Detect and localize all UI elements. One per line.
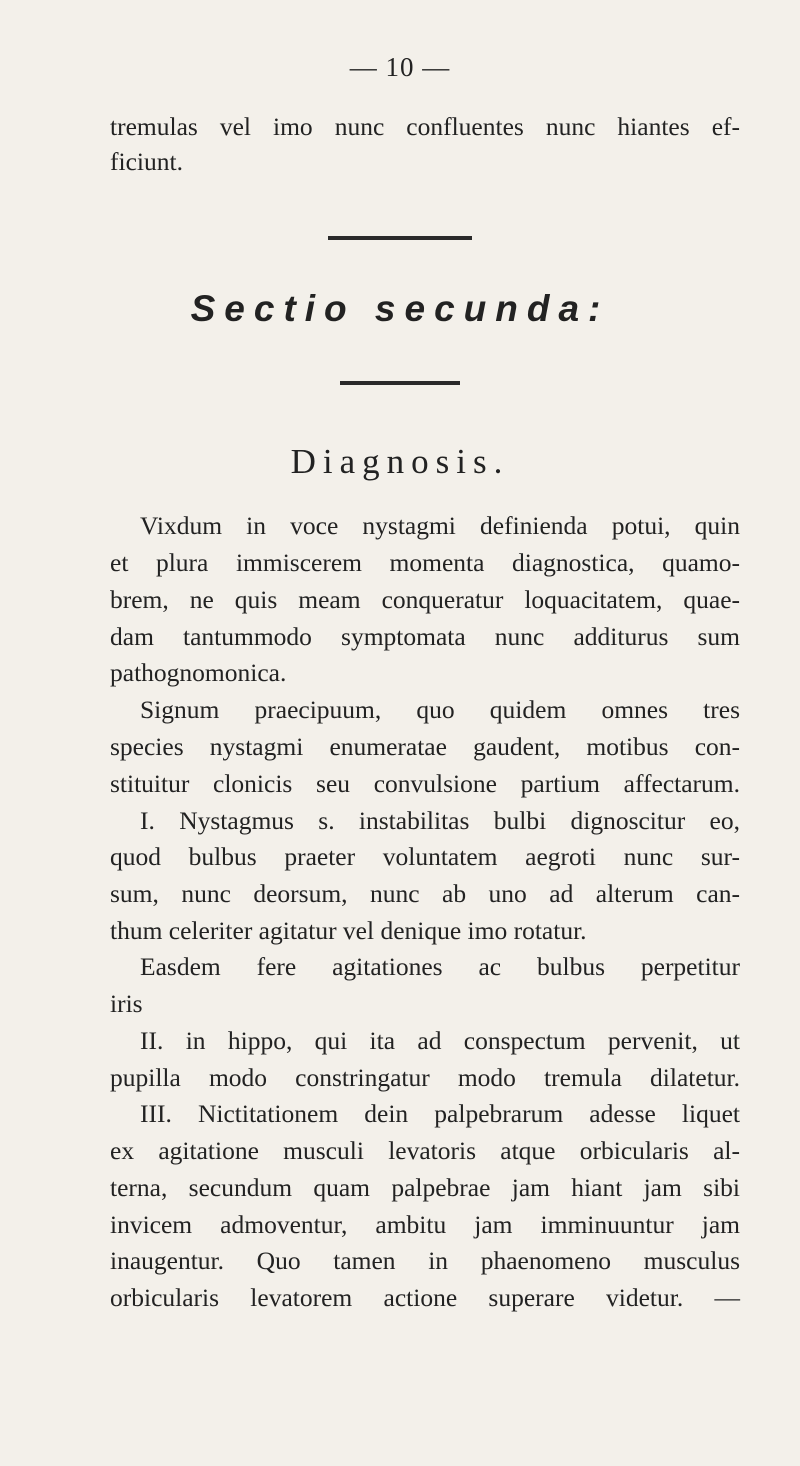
body-line-12: thum celeriter agitatur vel denique imo rotatur.	[110, 916, 587, 945]
body-line-14: iris	[110, 989, 143, 1018]
body-line-19: terna, secundum quam palpebrae jam hiant jam sibi	[110, 1173, 740, 1202]
body-line-3: brem, ne quis meam conqueratur loquacitatem, quae-	[110, 585, 740, 614]
body-line-11: sum, nunc deorsum, nunc ab uno ad alterum can-	[110, 879, 740, 908]
intro-line-2: ficiunt.	[110, 147, 183, 176]
body-line-22: orbicularis levatorem actione superare videtur. —	[110, 1283, 740, 1312]
body-line-16: pupilla modo constringatur modo tremula dilatetur.	[110, 1063, 740, 1092]
body-line-7: species nystagmi enumeratae gaudent, motibus con-	[110, 732, 740, 761]
body-line-8: stituitur clonicis seu convulsione partium affectarum.	[110, 769, 740, 798]
intro-line-1: tremulas vel imo nunc confluentes nunc hiantes ef-	[110, 112, 740, 141]
body-line-15: II. in hippo, qui ita ad conspectum pervenit, ut	[140, 1026, 740, 1055]
body-line-2: et plura immiscerem momenta diagnostica, quamo-	[110, 548, 740, 577]
body-line-13: Easdem fere agitationes ac bulbus perpetitur	[140, 952, 740, 981]
section-title: Sectio secunda:	[190, 288, 610, 329]
body-line-17: III. Nictitationem dein palpebrarum adesse liquet	[140, 1099, 740, 1128]
body-line-10: quod bulbus praeter voluntatem aegroti nunc sur-	[110, 842, 740, 871]
body-line-21: inaugentur. Quo tamen in phaenomeno musculus	[110, 1246, 740, 1275]
body-line-9: I. Nystagmus s. instabilitas bulbi dignoscitur eo,	[140, 806, 740, 835]
body-line-20: invicem admoventur, ambitu jam imminuuntur jam	[110, 1210, 740, 1239]
subtitle: Diagnosis.	[290, 442, 510, 481]
body-line-18: ex agitatione musculi levatoris atque orbicularis al-	[110, 1136, 740, 1165]
separator-rule-2	[340, 381, 460, 385]
body-line-4: dam tantummodo symptomata nunc additurus sum	[110, 622, 740, 651]
body-line-6: Signum praecipuum, quo quidem omnes tres	[140, 695, 740, 724]
body-line-1: Vixdum in voce nystagmi definienda potui, quin	[140, 511, 740, 540]
page-number: — 10 —	[349, 52, 451, 82]
body-line-5: pathognomonica.	[110, 658, 287, 687]
separator-rule-1	[328, 236, 472, 240]
